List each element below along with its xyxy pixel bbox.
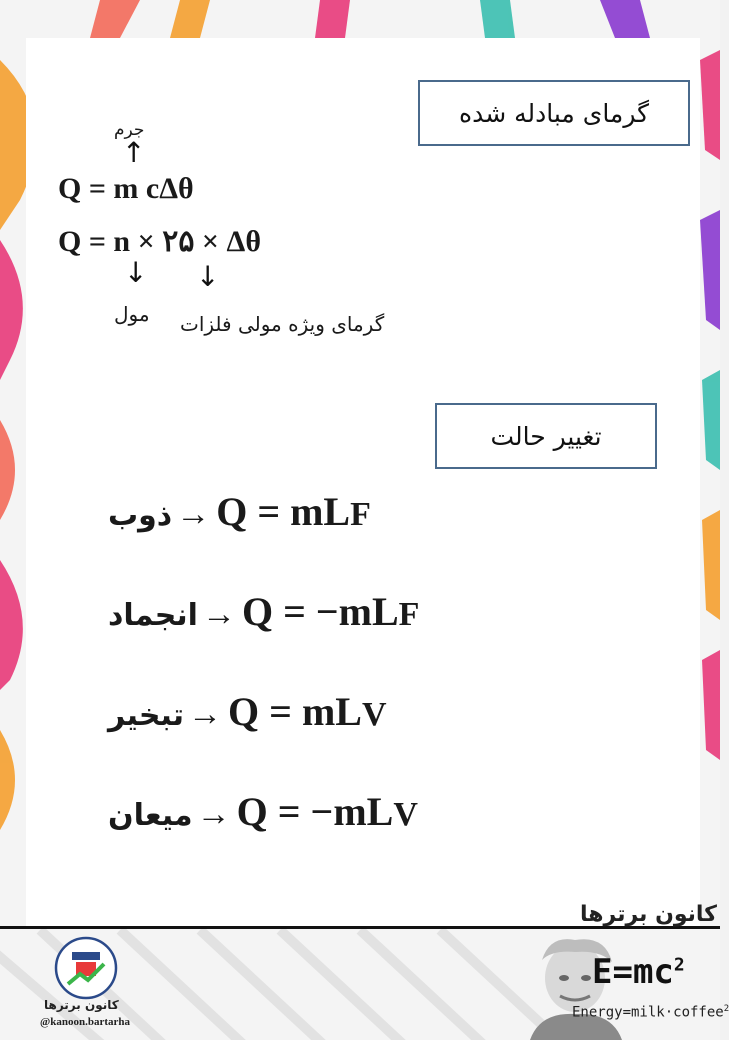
phase-row-vaporization — [108, 688, 387, 735]
arrow-down-icon: ↓ — [124, 256, 148, 289]
formula-subscript: F — [350, 496, 371, 533]
tagline-power: 2 — [723, 1004, 729, 1014]
formula-subscript: V — [393, 796, 418, 833]
emc-power: 2 — [673, 954, 685, 976]
phase-row-condensation — [108, 788, 418, 835]
phase-formula: Q = −mL — [236, 789, 394, 834]
phase-name: میعان — [108, 798, 193, 833]
phase-row-melting — [108, 488, 371, 535]
emc-text: E=mc — [592, 952, 674, 992]
signature-logo: کانون برترها — [580, 902, 717, 927]
phase-formula: Q = −mL — [241, 589, 399, 634]
section-title-text: گرمای مبادله شده — [458, 98, 650, 128]
tagline-text: Energy=milk·coffee — [572, 1004, 724, 1021]
formula-subscript: F — [398, 596, 420, 633]
phase-formula: Q = mL — [216, 489, 351, 534]
equation-q-mc-dtheta: Q = m cΔθ — [58, 172, 194, 205]
label-mass: جرم — [114, 120, 145, 140]
kanoon-logo-icon — [54, 936, 118, 1000]
section-title-text: تغییر حالت — [490, 421, 602, 451]
brand-name: کانون برترها — [44, 998, 119, 1012]
formula-subscript: V — [361, 696, 387, 733]
arrow-right-icon: → — [201, 596, 236, 633]
section-title-phase-change — [435, 403, 657, 469]
label-molar-specific-heat: گرمای ویژه مولی فلزات — [180, 312, 385, 336]
phase-name: انجماد — [108, 598, 198, 633]
phase-name: ذوب — [108, 498, 173, 533]
tagline — [572, 1004, 729, 1021]
label-mol: مول — [114, 302, 150, 326]
arrow-up-icon: ↑ — [122, 136, 146, 169]
phase-name: تبخیر — [108, 698, 185, 733]
arrow-down-icon: ↓ — [196, 260, 220, 293]
arrow-right-icon: → — [176, 496, 211, 533]
arrow-right-icon: → — [196, 796, 231, 833]
phase-formula: Q = mL — [228, 689, 362, 734]
emc-formula — [592, 952, 685, 992]
section-title-heat-exchanged — [418, 80, 690, 146]
instagram-handle: @kanoon.bartarha — [40, 1016, 130, 1028]
arrow-right-icon: → — [188, 696, 223, 733]
phase-row-freezing — [108, 588, 419, 635]
equation-q-n-25-dtheta: Q = n × ۲۵ × Δθ — [58, 225, 261, 258]
